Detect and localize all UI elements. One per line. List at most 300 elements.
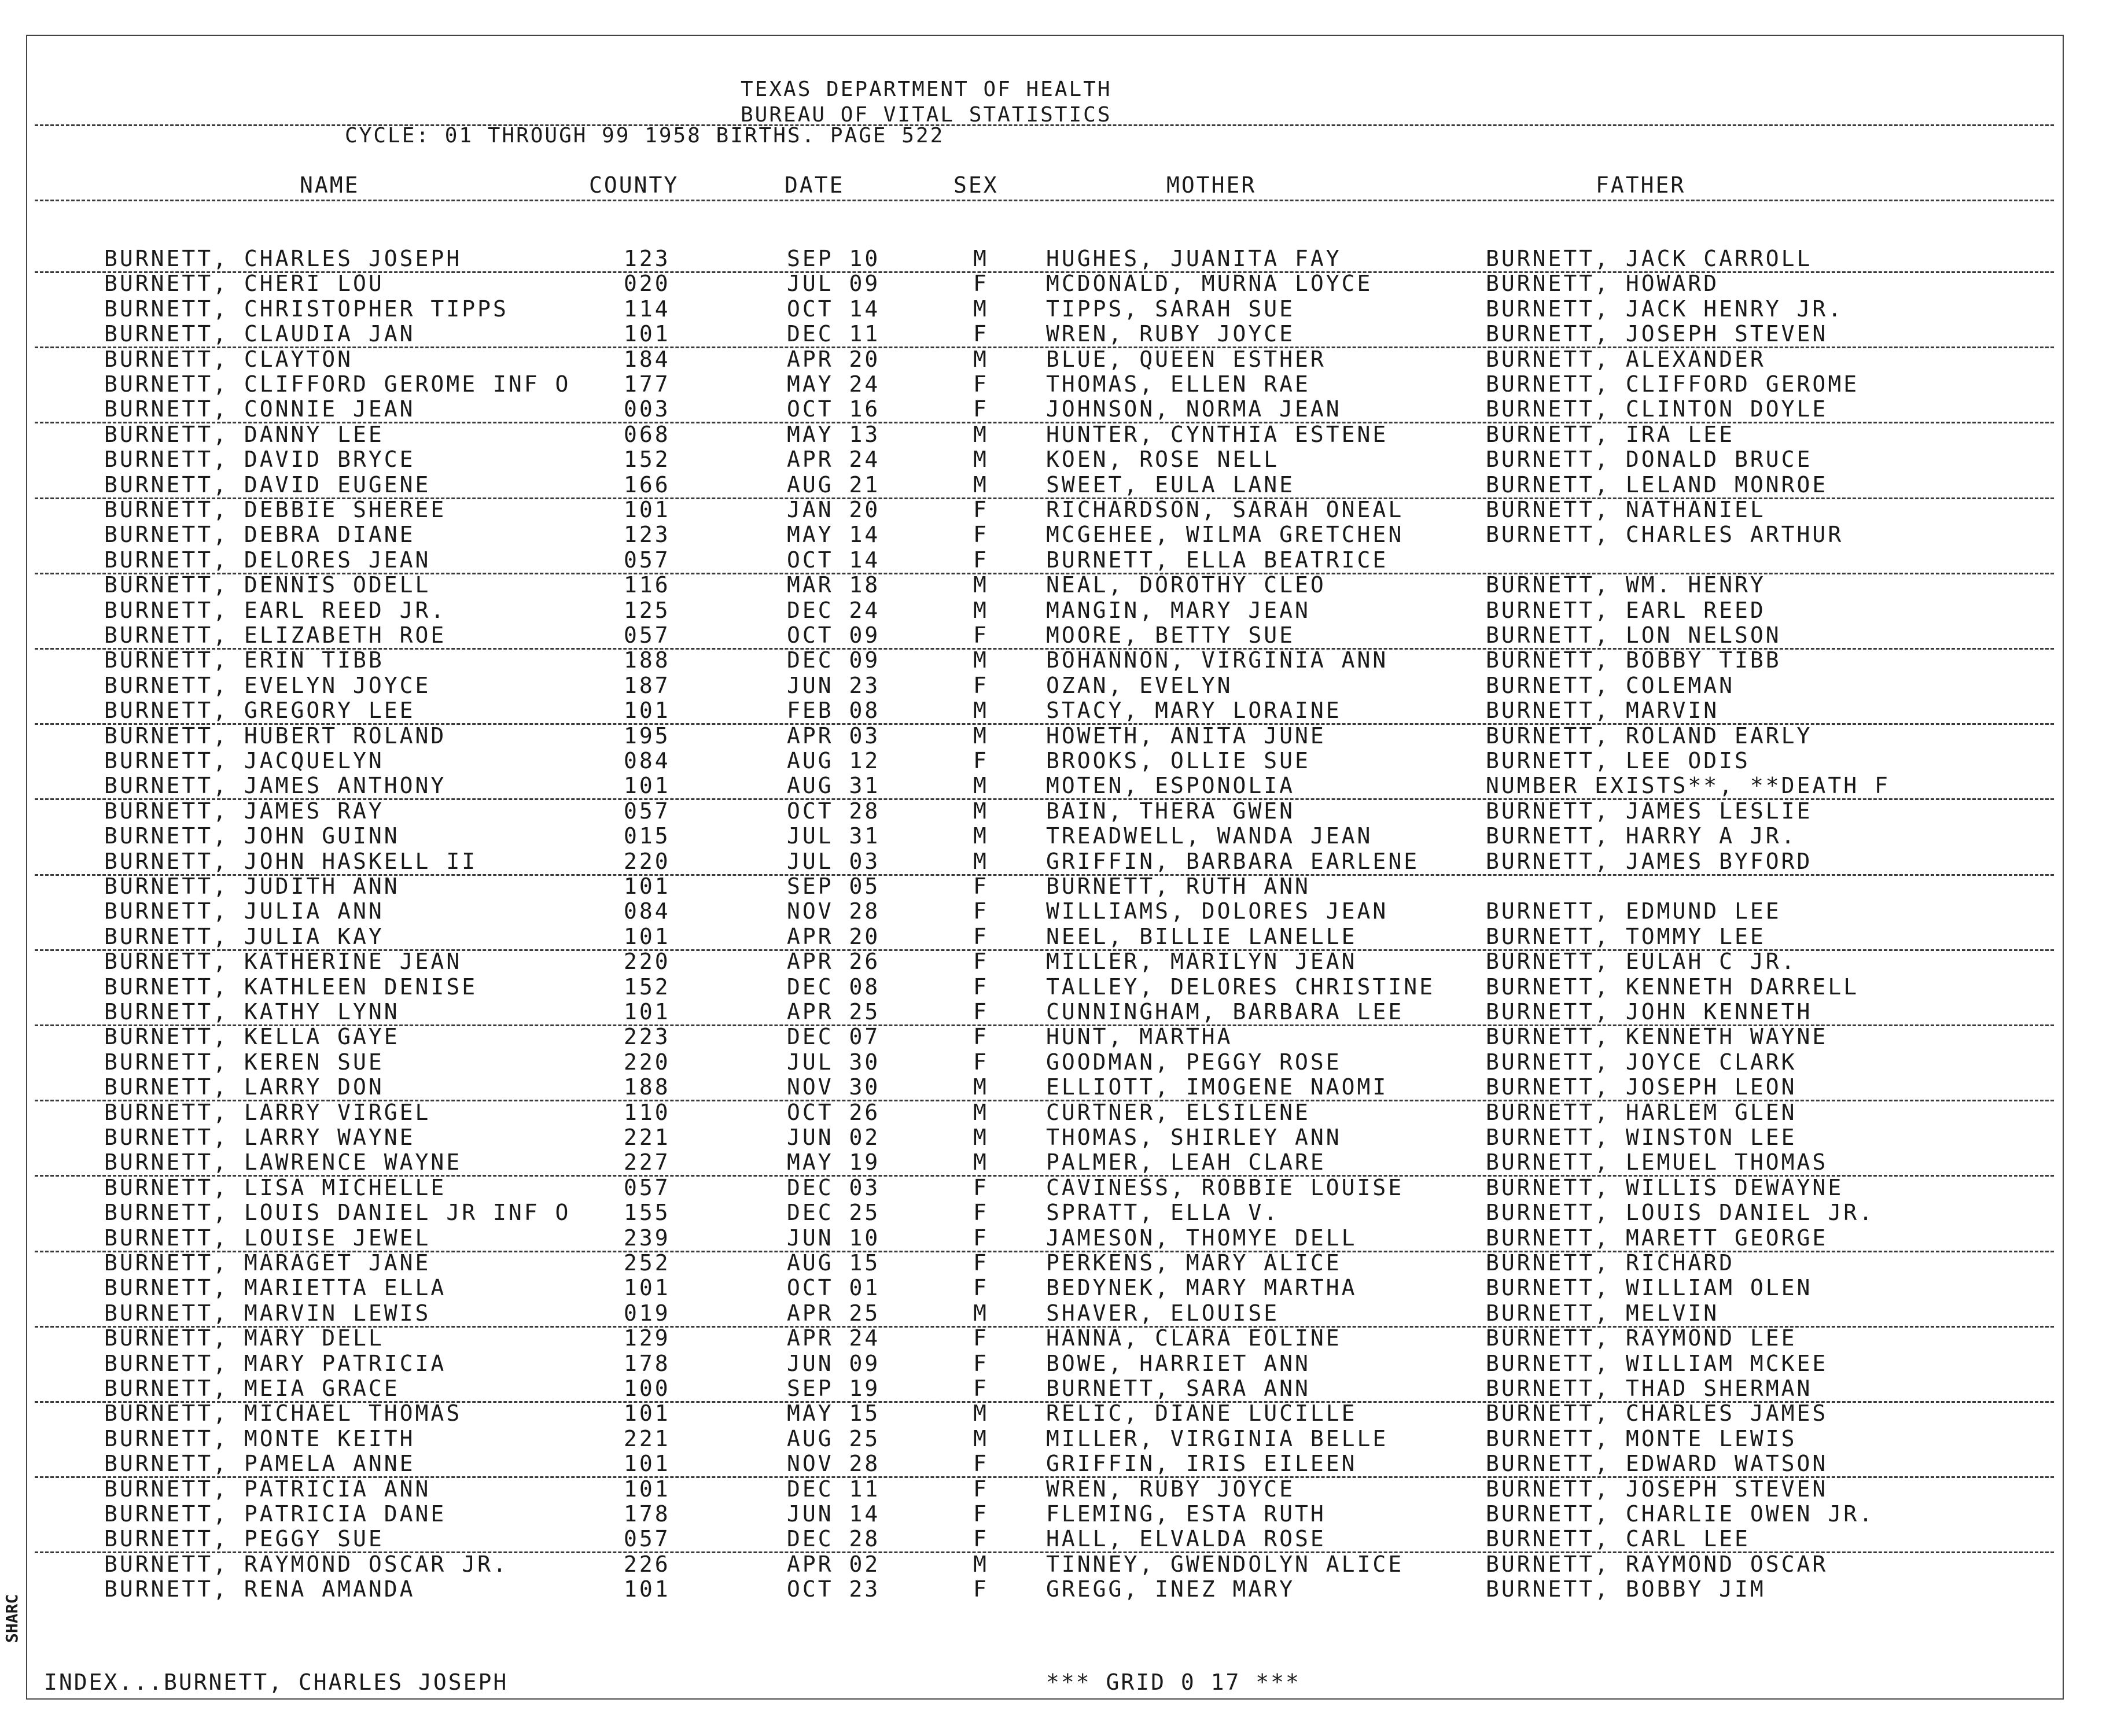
header-divider — [35, 124, 2054, 126]
cell-county: 195 — [624, 723, 671, 749]
cell-sex: F — [973, 1351, 989, 1376]
table-row — [0, 748, 2117, 773]
cell-date: OCT 28 — [787, 798, 881, 824]
cell-father: BURNETT, HARLEM GLEN — [1486, 1100, 1797, 1125]
cell-county: 101 — [624, 497, 671, 522]
cell-sex: M — [973, 647, 989, 673]
side-label: SHARC — [2, 1594, 21, 1643]
cell-sex: F — [973, 974, 989, 1000]
cell-mother: HUGHES, JUANITA FAY — [1046, 246, 1342, 271]
cell-sex: F — [973, 873, 989, 899]
table-row — [0, 371, 2117, 396]
cell-name: BURNETT, JOHN HASKELL II — [104, 849, 478, 874]
cell-name: BURNETT, DEBRA DIANE — [104, 522, 415, 547]
cell-mother: OZAN, EVELYN — [1046, 673, 1233, 698]
table-row — [0, 1275, 2117, 1300]
cell-mother: RELIC, DIANE LUCILLE — [1046, 1400, 1357, 1426]
cell-name: BURNETT, MARIETTA ELLA — [104, 1275, 447, 1300]
cell-sex: F — [973, 1275, 989, 1300]
cell-name: BURNETT, CHERI LOU — [104, 271, 384, 296]
cell-date: OCT 09 — [787, 622, 881, 648]
cell-county: 221 — [624, 1125, 671, 1150]
cell-county: 019 — [624, 1300, 671, 1326]
cell-date: APR 24 — [787, 1325, 881, 1351]
cell-county: 187 — [624, 673, 671, 698]
cell-name: BURNETT, LOUIS DANIEL JR INF O — [104, 1200, 571, 1225]
cell-name: BURNETT, DAVID BRYCE — [104, 447, 415, 472]
cell-father: BURNETT, MARETT GEORGE — [1486, 1225, 1828, 1251]
agency-title: TEXAS DEPARTMENT OF HEALTH — [741, 78, 1112, 101]
cell-mother: BROOKS, OLLIE SUE — [1046, 748, 1310, 773]
cell-mother: CURTNER, ELSILENE — [1046, 1100, 1310, 1125]
cell-name: BURNETT, MARAGET JANE — [104, 1250, 431, 1276]
cell-date: JAN 20 — [787, 497, 881, 522]
cell-county: 015 — [624, 823, 671, 849]
cell-mother: THOMAS, ELLEN RAE — [1046, 371, 1310, 397]
table-row — [0, 1451, 2117, 1476]
cell-father: BURNETT, JACK HENRY JR. — [1486, 296, 1844, 322]
cell-father: BURNETT, CHARLES ARTHUR — [1486, 522, 1844, 547]
cell-county: 101 — [624, 1576, 671, 1602]
cell-father: BURNETT, ROLAND EARLY — [1486, 723, 1813, 749]
cell-mother: WREN, RUBY JOYCE — [1046, 321, 1295, 347]
cell-sex: F — [973, 1225, 989, 1251]
cell-sex: F — [973, 898, 989, 924]
table-row — [0, 1501, 2117, 1526]
cell-sex: M — [973, 698, 989, 723]
cell-father: BURNETT, CHARLES JAMES — [1486, 1400, 1828, 1426]
cell-sex: F — [973, 924, 989, 949]
cycle-line: CYCLE: 01 THROUGH 99 1958 BIRTHS. PAGE 522 — [345, 124, 945, 148]
cell-father: BURNETT, ALEXANDER — [1486, 347, 1766, 372]
cell-county: 101 — [624, 1400, 671, 1426]
cell-name: BURNETT, JAMES ANTHONY — [104, 773, 447, 798]
cell-date: APR 25 — [787, 999, 881, 1024]
cell-county: 084 — [624, 748, 671, 773]
cell-mother: JOHNSON, NORMA JEAN — [1046, 396, 1342, 422]
column-header-divider — [35, 200, 2054, 201]
cell-county: 101 — [624, 773, 671, 798]
cell-sex: F — [973, 371, 989, 397]
cell-name: BURNETT, LARRY DON — [104, 1074, 384, 1100]
cell-name: BURNETT, CLAYTON — [104, 347, 354, 372]
cell-county: 226 — [624, 1551, 671, 1577]
cell-county: 227 — [624, 1149, 671, 1175]
cell-father: BURNETT, NATHANIEL — [1486, 497, 1766, 522]
table-row — [0, 823, 2117, 848]
cell-county: 188 — [624, 647, 671, 673]
cell-county: 223 — [624, 1024, 671, 1049]
cell-father: BURNETT, CLIFFORD GEROME — [1486, 371, 1860, 397]
cell-name: BURNETT, LARRY VIRGEL — [104, 1100, 431, 1125]
cell-date: JUN 10 — [787, 1225, 881, 1251]
table-row — [0, 296, 2117, 321]
cell-name: BURNETT, JOHN GUINN — [104, 823, 400, 849]
cell-name: BURNETT, DEBBIE SHEREE — [104, 497, 447, 522]
cell-county: 252 — [624, 1250, 671, 1276]
cell-name: BURNETT, LISA MICHELLE — [104, 1175, 447, 1200]
grid-footer: *** GRID 0 17 *** — [1046, 1669, 1301, 1695]
cell-date: JUN 14 — [787, 1501, 881, 1527]
table-row — [0, 924, 2117, 949]
cell-mother: SWEET, EULA LANE — [1046, 472, 1295, 497]
cell-name: BURNETT, KEREN SUE — [104, 1049, 384, 1075]
cell-father: BURNETT, EDWARD WATSON — [1486, 1451, 1828, 1476]
cell-sex: M — [973, 1426, 989, 1451]
cell-mother: MOTEN, ESPONOLIA — [1046, 773, 1295, 798]
cell-county: 239 — [624, 1225, 671, 1251]
cell-mother: PALMER, LEAH CLARE — [1046, 1149, 1326, 1175]
cell-date: MAY 19 — [787, 1149, 881, 1175]
cell-name: BURNETT, CHARLES JOSEPH — [104, 246, 462, 271]
cell-name: BURNETT, KELLA GAYE — [104, 1024, 400, 1049]
cell-mother: FLEMING, ESTA RUTH — [1046, 1501, 1326, 1527]
table-row — [0, 1049, 2117, 1074]
cell-father: BURNETT, JOSEPH STEVEN — [1486, 1476, 1828, 1502]
cell-father: BURNETT, JOHN KENNETH — [1486, 999, 1813, 1024]
cell-name: BURNETT, MONTE KEITH — [104, 1426, 415, 1451]
cell-mother: THOMAS, SHIRLEY ANN — [1046, 1125, 1342, 1150]
cell-mother: BURNETT, SARA ANN — [1046, 1376, 1310, 1401]
cell-father: BURNETT, LON NELSON — [1486, 622, 1781, 648]
cell-father: BURNETT, THAD SHERMAN — [1486, 1376, 1813, 1401]
cell-father: BURNETT, LEMUEL THOMAS — [1486, 1149, 1828, 1175]
cell-county: 020 — [624, 271, 671, 296]
cell-name: BURNETT, JUDITH ANN — [104, 873, 400, 899]
cell-county: 101 — [624, 1275, 671, 1300]
cell-sex: F — [973, 949, 989, 974]
cell-father: BURNETT, LEE ODIS — [1486, 748, 1750, 773]
cell-county: 155 — [624, 1200, 671, 1225]
cell-mother: TREADWELL, WANDA JEAN — [1046, 823, 1373, 849]
cell-name: BURNETT, JAMES RAY — [104, 798, 384, 824]
cell-mother: HOWETH, ANITA JUNE — [1046, 723, 1326, 749]
cell-mother: BAIN, THERA GWEN — [1046, 798, 1295, 824]
cell-sex: F — [973, 1175, 989, 1200]
table-row — [0, 1149, 2117, 1174]
cell-sex: M — [973, 598, 989, 623]
cell-name: BURNETT, LARRY WAYNE — [104, 1125, 415, 1150]
cell-sex: M — [973, 296, 989, 322]
cell-mother: BURNETT, RUTH ANN — [1046, 873, 1310, 899]
cell-father: BURNETT, CARL LEE — [1486, 1526, 1750, 1551]
cell-father: BURNETT, HARRY A JR. — [1486, 823, 1797, 849]
cell-county: 057 — [624, 1175, 671, 1200]
cell-mother: TINNEY, GWENDOLYN ALICE — [1046, 1551, 1404, 1577]
table-row — [0, 1225, 2117, 1250]
cell-sex: F — [973, 1325, 989, 1351]
cell-mother: CAVINESS, ROBBIE LOUISE — [1046, 1175, 1404, 1200]
cell-mother: JAMESON, THOMYE DELL — [1046, 1225, 1357, 1251]
table-row — [0, 974, 2117, 999]
cell-county: 003 — [624, 396, 671, 422]
cell-sex: M — [973, 246, 989, 271]
cell-sex: M — [973, 1074, 989, 1100]
column-header-sex: SEX — [953, 172, 999, 198]
cell-date: SEP 10 — [787, 246, 881, 271]
cell-county: 100 — [624, 1376, 671, 1401]
cell-sex: F — [973, 1200, 989, 1225]
cell-sex: M — [973, 1551, 989, 1577]
cell-sex: F — [973, 497, 989, 522]
cell-name: BURNETT, JACQUELYN — [104, 748, 384, 773]
cell-sex: M — [973, 723, 989, 749]
cell-father: BURNETT, EULAH C JR. — [1486, 949, 1797, 974]
cell-date: JUN 09 — [787, 1351, 881, 1376]
cell-county: 220 — [624, 949, 671, 974]
cell-date: OCT 23 — [787, 1576, 881, 1602]
cell-mother: MCGEHEE, WILMA GRETCHEN — [1046, 522, 1404, 547]
cell-mother: BEDYNEK, MARY MARTHA — [1046, 1275, 1357, 1300]
cell-sex: F — [973, 522, 989, 547]
table-row — [0, 1074, 2117, 1099]
cell-mother: MILLER, VIRGINIA BELLE — [1046, 1426, 1389, 1451]
table-row — [0, 1200, 2117, 1225]
cell-date: JUL 09 — [787, 271, 881, 296]
cell-date: SEP 19 — [787, 1376, 881, 1401]
cell-father: BURNETT, RAYMOND OSCAR — [1486, 1551, 1828, 1577]
cell-name: BURNETT, EARL REED JR. — [104, 598, 447, 623]
cell-name: BURNETT, KATHY LYNN — [104, 999, 400, 1024]
cell-date: MAY 14 — [787, 522, 881, 547]
table-row — [0, 1576, 2117, 1601]
cell-sex: M — [973, 798, 989, 824]
cell-sex: F — [973, 321, 989, 347]
cell-mother: KOEN, ROSE NELL — [1046, 447, 1280, 472]
cell-date: OCT 14 — [787, 547, 881, 573]
cell-name: BURNETT, MARVIN LEWIS — [104, 1300, 431, 1326]
cell-sex: M — [973, 447, 989, 472]
table-row — [0, 598, 2117, 622]
cell-name: BURNETT, DANNY LEE — [104, 422, 384, 447]
cell-mother: STACY, MARY LORAINE — [1046, 698, 1342, 723]
cell-county: 101 — [624, 1476, 671, 1502]
cell-county: 101 — [624, 999, 671, 1024]
cell-mother: GOODMAN, PEGGY ROSE — [1046, 1049, 1342, 1075]
table-row — [0, 321, 2117, 346]
table-row — [0, 246, 2117, 271]
table-row — [0, 447, 2117, 471]
cell-father: BURNETT, BOBBY JIM — [1486, 1576, 1766, 1602]
table-row — [0, 1125, 2117, 1149]
cell-county: 152 — [624, 974, 671, 1000]
table-row — [0, 1100, 2117, 1125]
cell-father: BURNETT, LOUIS DANIEL JR. — [1486, 1200, 1875, 1225]
cell-date: MAY 24 — [787, 371, 881, 397]
cell-date: NOV 28 — [787, 1451, 881, 1476]
bureau-title: BUREAU OF VITAL STATISTICS — [741, 103, 1112, 127]
cell-county: 166 — [624, 472, 671, 497]
cell-name: BURNETT, MARY DELL — [104, 1325, 384, 1351]
cell-county: 178 — [624, 1501, 671, 1527]
cell-county: 125 — [624, 598, 671, 623]
cell-mother: ELLIOTT, IMOGENE NAOMI — [1046, 1074, 1389, 1100]
cell-name: BURNETT, MEIA GRACE — [104, 1376, 400, 1401]
cell-county: 116 — [624, 572, 671, 598]
cell-sex: M — [973, 347, 989, 372]
cell-mother: SHAVER, ELOUISE — [1046, 1300, 1280, 1326]
cell-name: BURNETT, JULIA ANN — [104, 898, 384, 924]
table-row — [0, 723, 2117, 748]
table-row — [0, 1476, 2117, 1501]
cell-date: JUN 23 — [787, 673, 881, 698]
cell-father: BURNETT, MELVIN — [1486, 1300, 1720, 1326]
column-header-date: DATE — [785, 172, 845, 198]
cell-name: BURNETT, EVELYN JOYCE — [104, 673, 431, 698]
cell-father: BURNETT, CHARLIE OWEN JR. — [1486, 1501, 1875, 1527]
table-row — [0, 1175, 2117, 1200]
cell-sex: F — [973, 547, 989, 573]
table-row — [0, 1426, 2117, 1451]
table-row — [0, 1250, 2117, 1275]
cell-sex: M — [973, 472, 989, 497]
cell-date: AUG 15 — [787, 1250, 881, 1276]
cell-date: JUL 30 — [787, 1049, 881, 1075]
cell-date: DEC 11 — [787, 321, 881, 347]
cell-father: NUMBER EXISTS**, **DEATH F — [1486, 773, 1890, 798]
cell-sex: M — [973, 1300, 989, 1326]
cell-name: BURNETT, RENA AMANDA — [104, 1576, 415, 1602]
cell-county: 177 — [624, 371, 671, 397]
cell-sex: F — [973, 622, 989, 648]
cell-father: BURNETT, LELAND MONROE — [1486, 472, 1828, 497]
cell-mother: CUNNINGHAM, BARBARA LEE — [1046, 999, 1404, 1024]
cell-date: MAY 15 — [787, 1400, 881, 1426]
cell-father: BURNETT, JACK CARROLL — [1486, 246, 1813, 271]
cell-sex: M — [973, 422, 989, 447]
cell-date: APR 03 — [787, 723, 881, 749]
cell-sex: F — [973, 1451, 989, 1476]
cell-sex: M — [973, 773, 989, 798]
index-footer: INDEX...BURNETT, CHARLES JOSEPH — [44, 1669, 509, 1695]
cell-mother: HANNA, CLARA EOLINE — [1046, 1325, 1342, 1351]
cell-father: BURNETT, IRA LEE — [1486, 422, 1735, 447]
column-header-name: NAME — [300, 172, 360, 198]
table-row — [0, 1400, 2117, 1425]
table-row — [0, 1551, 2117, 1576]
cell-name: BURNETT, KATHERINE JEAN — [104, 949, 462, 974]
cell-county: 101 — [624, 1451, 671, 1476]
cell-mother: TIPPS, SARAH SUE — [1046, 296, 1295, 322]
cell-county: 152 — [624, 447, 671, 472]
cell-father: BURNETT, EARL REED — [1486, 598, 1766, 623]
table-row — [0, 949, 2117, 974]
cell-mother: NEAL, DOROTHY CLEO — [1046, 572, 1326, 598]
cell-sex: M — [973, 572, 989, 598]
cell-county: 110 — [624, 1100, 671, 1125]
cell-name: BURNETT, CHRISTOPHER TIPPS — [104, 296, 509, 322]
table-row — [0, 522, 2117, 547]
column-header-county: COUNTY — [589, 172, 679, 198]
cell-county: 188 — [624, 1074, 671, 1100]
cell-father: BURNETT, WILLIAM MCKEE — [1486, 1351, 1828, 1376]
cell-father: BURNETT, JAMES BYFORD — [1486, 849, 1813, 874]
cell-date: SEP 05 — [787, 873, 881, 899]
cell-father: BURNETT, CLINTON DOYLE — [1486, 396, 1828, 422]
cell-date: AUG 12 — [787, 748, 881, 773]
cell-date: APR 20 — [787, 347, 881, 372]
cell-father: BURNETT, DONALD BRUCE — [1486, 447, 1813, 472]
cell-date: JUN 02 — [787, 1125, 881, 1150]
cell-date: DEC 11 — [787, 1476, 881, 1502]
table-row — [0, 622, 2117, 647]
table-row — [0, 422, 2117, 447]
cell-mother: GREGG, INEZ MARY — [1046, 1576, 1295, 1602]
cell-name: BURNETT, DELORES JEAN — [104, 547, 431, 573]
table-row — [0, 572, 2117, 597]
cell-name: BURNETT, MARY PATRICIA — [104, 1351, 447, 1376]
table-row — [0, 898, 2117, 923]
cell-name: BURNETT, ERIN TIBB — [104, 647, 384, 673]
cell-father: BURNETT, WILLIS DEWAYNE — [1486, 1175, 1844, 1200]
cell-date: OCT 26 — [787, 1100, 881, 1125]
cell-county: 221 — [624, 1426, 671, 1451]
cell-mother: PERKENS, MARY ALICE — [1046, 1250, 1342, 1276]
cell-mother: WILLIAMS, DOLORES JEAN — [1046, 898, 1389, 924]
cell-date: MAR 18 — [787, 572, 881, 598]
cell-sex: F — [973, 1024, 989, 1049]
table-row — [0, 849, 2117, 873]
cell-father: BURNETT, RAYMOND LEE — [1486, 1325, 1797, 1351]
cell-date: AUG 31 — [787, 773, 881, 798]
cell-sex: F — [973, 999, 989, 1024]
cell-date: JUL 31 — [787, 823, 881, 849]
cell-county: 123 — [624, 522, 671, 547]
column-header-father: FATHER — [1596, 172, 1686, 198]
cell-mother: MANGIN, MARY JEAN — [1046, 598, 1310, 623]
cell-mother: BOWE, HARRIET ANN — [1046, 1351, 1310, 1376]
cell-mother: GRIFFIN, BARBARA EARLENE — [1046, 849, 1420, 874]
cell-sex: F — [973, 1376, 989, 1401]
cell-mother: MOORE, BETTY SUE — [1046, 622, 1295, 648]
cell-sex: M — [973, 849, 989, 874]
cell-mother: MCDONALD, MURNA LOYCE — [1046, 271, 1373, 296]
cell-county: 057 — [624, 547, 671, 573]
cell-sex: M — [973, 1149, 989, 1175]
cell-father: BURNETT, MARVIN — [1486, 698, 1720, 723]
cell-name: BURNETT, KATHLEEN DENISE — [104, 974, 478, 1000]
cell-mother: BOHANNON, VIRGINIA ANN — [1046, 647, 1389, 673]
cell-date: OCT 16 — [787, 396, 881, 422]
cell-date: AUG 21 — [787, 472, 881, 497]
table-row — [0, 873, 2117, 898]
cell-father: BURNETT, JOSEPH LEON — [1486, 1074, 1797, 1100]
table-row — [0, 271, 2117, 296]
cell-name: BURNETT, RAYMOND OSCAR JR. — [104, 1551, 509, 1577]
cell-sex: F — [973, 1049, 989, 1075]
table-row — [0, 1351, 2117, 1376]
cell-sex: M — [973, 823, 989, 849]
cell-name: BURNETT, MICHAEL THOMAS — [104, 1400, 462, 1426]
table-row — [0, 647, 2117, 672]
cell-sex: M — [973, 1125, 989, 1150]
cell-father: BURNETT, COLEMAN — [1486, 673, 1735, 698]
cell-father: BURNETT, JOSEPH STEVEN — [1486, 321, 1828, 347]
cell-father: BURNETT, WM. HENRY — [1486, 572, 1766, 598]
cell-county: 101 — [624, 924, 671, 949]
cell-name: BURNETT, PATRICIA ANN — [104, 1476, 431, 1502]
table-row — [0, 347, 2117, 371]
cell-name: BURNETT, LOUISE JEWEL — [104, 1225, 431, 1251]
cell-date: DEC 24 — [787, 598, 881, 623]
cell-county: 068 — [624, 422, 671, 447]
cell-father: BURNETT, TOMMY LEE — [1486, 924, 1766, 949]
cell-sex: F — [973, 396, 989, 422]
cell-date: APR 24 — [787, 447, 881, 472]
cell-name: BURNETT, CLIFFORD GEROME INF O — [104, 371, 571, 397]
cell-name: BURNETT, JULIA KAY — [104, 924, 384, 949]
cell-name: BURNETT, PAMELA ANNE — [104, 1451, 415, 1476]
